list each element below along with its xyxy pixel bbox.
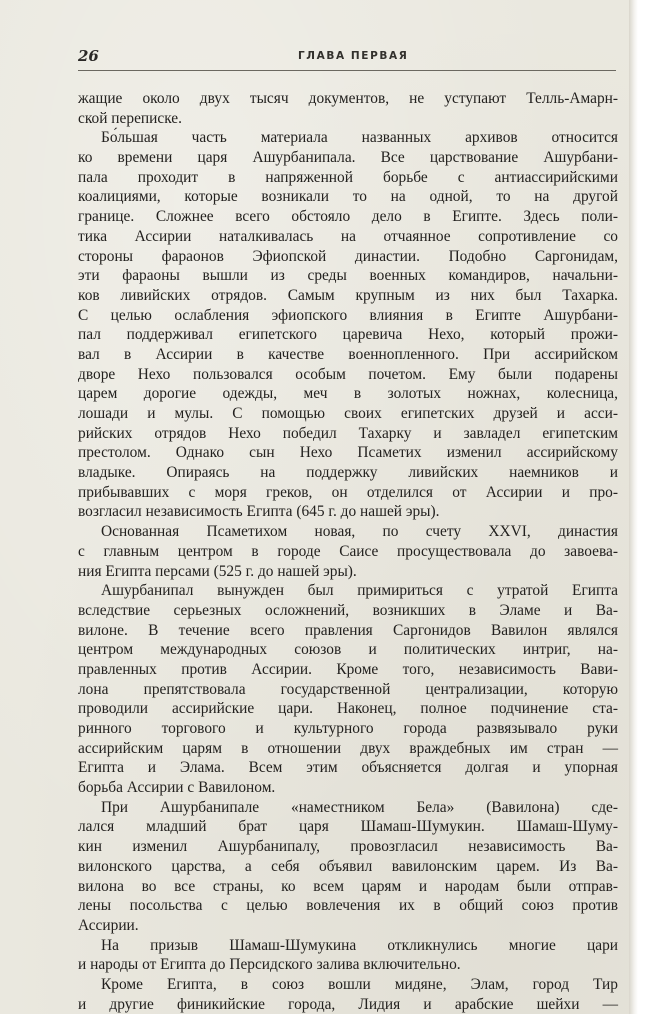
text-line: борьба Ассирии с Вавилоном.	[78, 779, 276, 797]
chapter-title: ГЛАВА ПЕРВАЯ	[298, 50, 409, 62]
text-line: и народы от Египта до Персидского залива включительно.	[78, 956, 461, 974]
text-line: ской переписке.	[78, 109, 182, 127]
text-line: проводили ассирийские цари. Наконец, полное подчинение ста-	[78, 700, 618, 718]
paragraph	[78, 936, 618, 975]
text-line: царем дорогие одежды, меч в золотых ножнах, колесница,	[78, 385, 618, 403]
text-line: вал в Ассирии в качестве военнопленного. При ассирийском	[78, 345, 618, 363]
paragraph	[78, 522, 618, 581]
text-line: вследствие серьезных осложнений, возникших в Эламе и Ва-	[78, 601, 618, 619]
running-head	[78, 47, 614, 67]
text-line: Основанная Псаметихом новая, по счету XXVI, династия	[101, 523, 618, 541]
text-line: ассирийским царям в отношении двух враждебных им стран —	[78, 739, 618, 757]
text-line: пал поддерживал египетского царевича Нехо, который прожи-	[78, 326, 618, 344]
text-line: ния Египта персами (525 г. до нашей эры).	[78, 562, 357, 580]
header-rule	[78, 70, 616, 71]
text-line: правленных против Ассирии. Кроме того, независимость Вави-	[78, 660, 618, 678]
text-line: прибывавших с моря греков, он отделился от Ассирии и про-	[78, 483, 618, 501]
text-line: стороны фараонов Эфиопской династии. Подобно Саргонидам,	[78, 247, 618, 265]
paragraph	[78, 128, 618, 522]
text-line: Бо́льшая часть материала названных архивов относится	[101, 129, 618, 147]
text-line: Кроме Египта, в союз вошли мидяне, Элам, город Тир	[101, 975, 618, 993]
text-line: границе. Сложнее всего обстояло дело в Египте. Здесь поли-	[78, 208, 618, 226]
paragraph	[78, 798, 618, 936]
text-line: тика Ассирии наталкивалась на отчаянное сопротивление со	[78, 227, 618, 245]
text-line: лены посольства с целью вовлечения их в общий союз против	[78, 897, 618, 915]
text-line: Ассирии.	[78, 916, 139, 934]
text-line: На призыв Шамаш-Шумукина откликнулись многие цари	[101, 936, 618, 954]
text-line: возгласил независимость Египта (645 г. до нашей эры).	[78, 503, 440, 521]
text-line: При Ашурбанипале «наместником Бела» (Вавилона) сде-	[101, 798, 618, 816]
text-line: жащие около двух тысяч документов, не уступают Телль-Амарн-	[78, 90, 618, 107]
text-line: Египта и Элама. Всем этим объясняется долгая и упорная	[78, 759, 618, 777]
text-line: Ашурбанипал вынужден был примириться с утратой Египта	[101, 582, 618, 600]
text-line: вилона во все страны, ко всем царям и народам были отправ-	[78, 877, 618, 895]
text-line: рийских отрядов Нехо победил Тахарку и завладел египетским	[78, 424, 618, 442]
text-line: вилоне. В течение всего правления Саргонидов Вавилон являлся	[78, 621, 618, 639]
text-line: дворе Нехо пользовался особым почетом. Ему были подарены	[78, 365, 618, 383]
text-line: коалициями, которые возникали то на одной, то на другой	[78, 188, 618, 206]
text-line: ков ливийских отрядов. Самым крупным из них был Тахарка.	[78, 286, 618, 304]
text-line: центром международных союзов и политических интриг, на-	[78, 641, 618, 659]
text-line: ринного торгового и культурного города развязывало руки	[78, 720, 618, 737]
text-line: лался младший брат царя Шамаш-Шумукин. Шамаш-Шуму-	[78, 818, 618, 836]
paragraph	[78, 581, 618, 798]
text-line: и другие финикийские города, Лидия и арабские шейхи —	[78, 995, 618, 1013]
page-number: 26	[78, 47, 99, 65]
text-line: лошади и мулы. С помощью своих египетских друзей и асси-	[78, 405, 618, 422]
page-edge	[629, 0, 638, 1014]
text-line: вилонского царства, а себя объявил вавилонским царем. Из Ва-	[78, 857, 618, 875]
text-line: престолом. Однако сын Нехо Псаметих изменил ассирийскому	[78, 444, 618, 462]
text-line: кин изменил Ашурбанипалу, провозгласил независимость Ва-	[78, 838, 618, 856]
text-line: эти фараоны вышли из среды военных командиров, начальни-	[78, 267, 618, 285]
paragraph	[78, 975, 618, 1014]
paragraph	[78, 89, 618, 128]
text-line: С целью ослабления эфиопского влияния в Египте Ашурбани-	[78, 306, 618, 324]
text-line: пала проходит в напряженной борьбе с антиассирийскими	[78, 168, 618, 186]
text-line: ко времени царя Ашурбанипала. Все царствование Ашурбани-	[78, 149, 618, 167]
text-line: владыке. Опираясь на поддержку ливийских наемников и	[78, 464, 618, 482]
body-text	[78, 89, 618, 1014]
text-line: лона препятствовала государственной централизации, которую	[78, 680, 618, 698]
text-line: с главным центром в городе Саисе просуществовала до завоева-	[78, 542, 618, 560]
